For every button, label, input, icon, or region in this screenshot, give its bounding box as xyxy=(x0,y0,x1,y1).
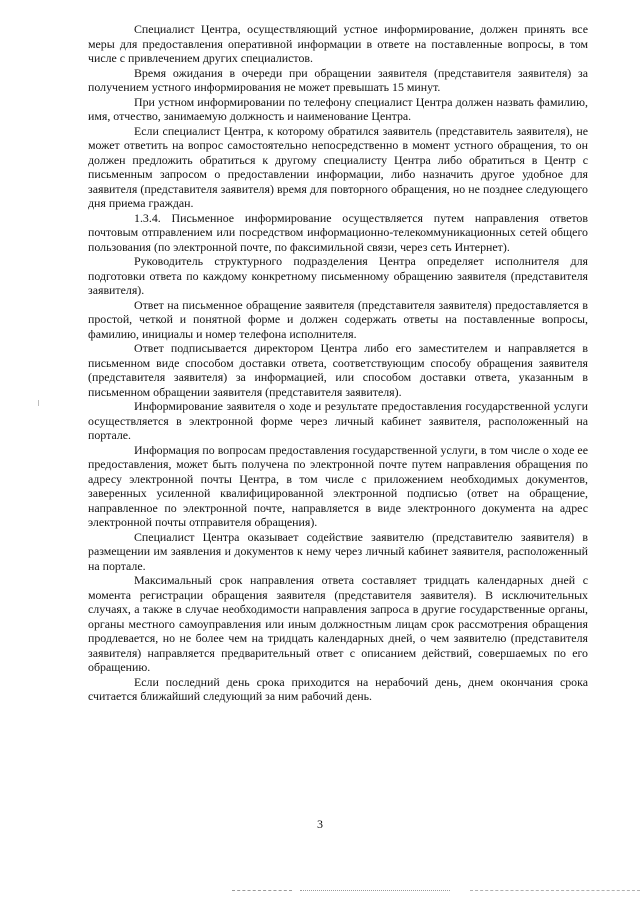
paragraph-section-1-3-4: 1.3.4. Письменное информирование осуществляется путем направления ответов почтовым отправлением или посредством информационно-телекоммуникационных сетей общего пользования (по электронной почте, по факсимильной связи, через сеть Интернет). xyxy=(88,210,588,254)
scan-edge-line xyxy=(232,890,292,891)
paragraph-oral-info-specialist: Специалист Центра, осуществляющий устное информирование, должен принять все меры для предоставления оперативной информации в ответе на поставленные вопросы, в том числе с привлечением других специалистов. xyxy=(88,22,588,65)
paragraph-phone-info: При устном информировании по телефону специалист Центра должен назвать фамилию, имя, отчество, занимаемую должность и наименование Центра. xyxy=(88,94,588,123)
page-body xyxy=(88,22,588,704)
paragraph-answer-signature: Ответ подписывается директором Центра либо его заместителем и направляется в письменном виде способом доставки ответа, соответствующим способу обращения заявителя (представителя заявителя) за информацией, или способом доставки ответа, указанным в письменном обращении заявителя (представителя заявителя). xyxy=(88,341,588,399)
paragraph-email-info: Информация по вопросам предоставления государственной услуги, в том числе о ходе ее предоставления, может быть получена по электронной почте путем направления обращения по адресу электронной почты Центра, в том числе с приложением необходимых документов, заверенных усиленной квалифицированной электронной подписью (ответ на обращение, направленное по электронной почте, направляется в виде электронного документа на адрес электронной почты отправителя обращения). xyxy=(88,442,588,529)
scan-edge-line xyxy=(470,890,640,891)
page-number: 3 xyxy=(317,817,323,831)
scan-margin-mark xyxy=(38,400,39,406)
paragraph-max-response-time: Максимальный срок направления ответа составляет тридцать календарных дней с момента регистрации обращения заявителя (представителя заявителя). В исключительных случаях, а также в случае необходимости направления запроса в другие государственные органы, органы местного самоуправления или иным должностным лицам срок рассмотрения обращения продлевается, но не более чем на тридцать календарных дней, о чем заявителю (представителя заявителя) направляется предварительный ответ с описанием действий, совершаемых по его обращению. xyxy=(88,573,588,674)
paragraph-progress-info: Информирование заявителя о ходе и результате предоставления государственной услуги осуществляется в электронной форме через личный кабинет заявителя, расположенный на портале. xyxy=(88,399,588,442)
paragraph-redirect-question: Если специалист Центра, к которому обратился заявитель (представитель заявителя), не может ответить на вопрос самостоятельно непосредственно в момент устного обращения, то он должен предложить обратиться к другому специалисту Центра либо обратиться в Центр с письменным запросом о предоставлении информации, либо назначить другое удобное для заявителя (представителя заявителя) время для повторного обращения, но не позднее следующего дня приема граждан. xyxy=(88,123,588,210)
paragraph-executor-assignment: Руководитель структурного подразделения Центра определяет исполнителя для подготовки ответа по каждому конкретному письменному обращению заявителя (представителя заявителя). xyxy=(88,254,588,297)
paragraph-portal-assistance: Специалист Центра оказывает содействие заявителю (представителю заявителя) в размещении им заявления и документов к нему через личный кабинет заявителя, расположенный на портале. xyxy=(88,529,588,573)
paragraph-answer-form: Ответ на письменное обращение заявителя (представителя заявителя) предоставляется в простой, четкой и понятной форме и должен содержать ответы на поставленные вопросы, фамилию, инициалы и номер телефона исполнителя. xyxy=(88,297,588,341)
scan-edge-line xyxy=(300,890,450,891)
paragraph-weekend-deadline: Если последний день срока приходится на нерабочий день, днем окончания срока считается ближайший следующий за ним рабочий день. xyxy=(88,674,588,703)
paragraph-queue-waiting-time: Время ожидания в очереди при обращении заявителя (представителя заявителя) за получением устного информирования не может превышать 15 минут. xyxy=(88,65,588,94)
